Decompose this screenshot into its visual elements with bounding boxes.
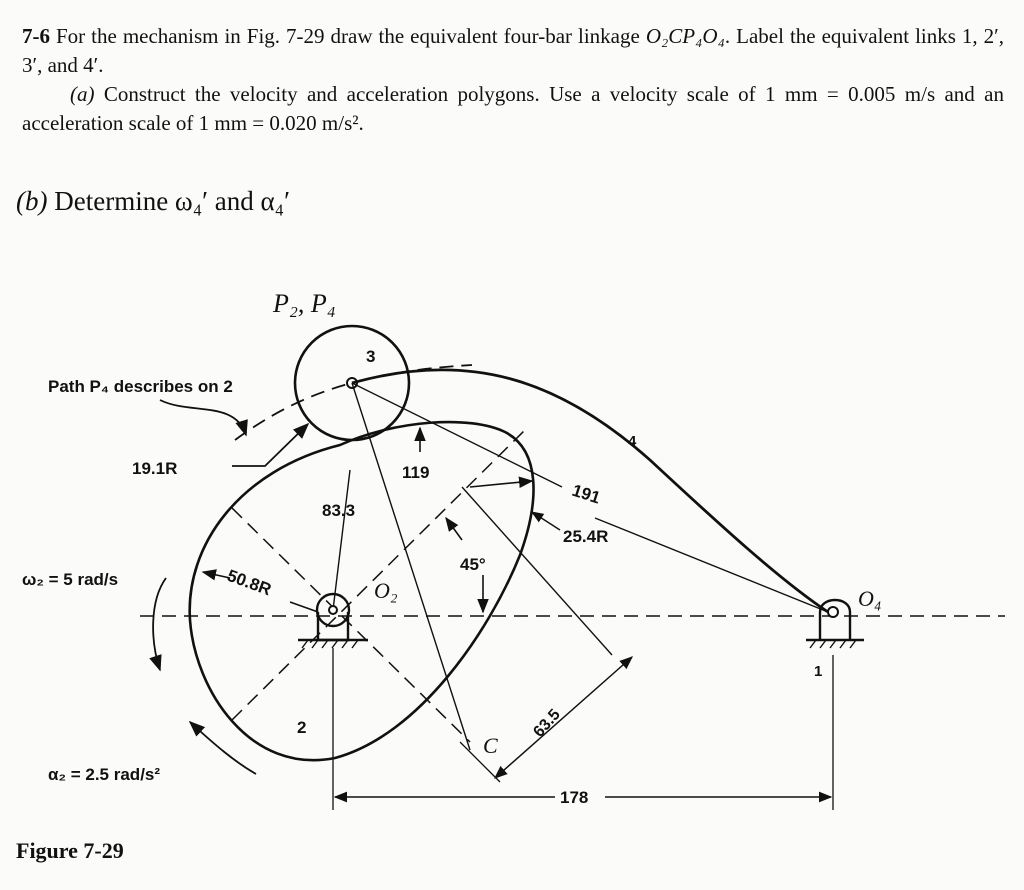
part-a-label: (a) <box>70 82 95 106</box>
radius-25-4-leader <box>532 512 560 530</box>
path-note-arrow <box>160 400 246 435</box>
label-link-2: 2 <box>297 718 307 737</box>
label-omega2: ω₂ = 5 rad/s <box>22 570 119 589</box>
line-o2-to-roller <box>333 470 350 610</box>
label-dim-119: 119 <box>402 463 430 482</box>
figure-caption: Figure 7-29 <box>16 838 124 863</box>
label-p2-p4: P₂, P₄ <box>273 289 336 318</box>
label-link-3: 3 <box>366 347 376 366</box>
label-dim-83-3: 83.3 <box>322 501 356 520</box>
alpha2-arrow <box>190 722 256 774</box>
line-contact-normal <box>352 383 470 750</box>
label-o2: O₂ <box>374 578 398 603</box>
label-point-c: C <box>483 733 498 758</box>
problem-number: 7-6 <box>22 24 50 48</box>
cam-centerline-b <box>232 508 470 742</box>
part-a-text: Construct the velocity and acceleration polygons. Use a velocity scale of 1 mm = 0.005 m/s and an acceleration scale of 1 mm = 0.020 m/s². <box>22 82 1004 135</box>
part-b-text: Determine ω₄′ and α₄′ <box>54 186 290 216</box>
line-191 <box>595 518 828 612</box>
problem-line1-end: . Label the equivalent links 1, 2′, 3′, and 4′. <box>22 24 1005 77</box>
path-p4-curve <box>235 365 472 440</box>
part-b-label: (b) <box>16 186 48 216</box>
radius-25-4-arrow <box>470 481 532 487</box>
problem-line1: For the mechanism in Fig. 7-29 draw the equivalent four-bar linkage <box>56 24 640 48</box>
label-angle-45: 45° <box>460 555 486 574</box>
label-dim-191: 191 <box>569 480 603 508</box>
label-radius-19-1: 19.1R <box>132 459 178 478</box>
label-radius-50-8: 50.8R <box>224 565 274 600</box>
label-dim-63-5: 63.5 <box>530 706 564 741</box>
linkage-name: O₂CP₄O₄ <box>645 24 725 48</box>
label-link-4: 4 <box>628 433 637 450</box>
label-dim-178: 178 <box>560 788 589 807</box>
label-alpha2: α₂ = 2.5 rad/s² <box>48 765 161 784</box>
angle-45-arrow-top <box>446 518 462 540</box>
label-link-1: 1 <box>814 663 823 680</box>
omega2-arrow <box>153 578 166 670</box>
line-roller-to-center <box>352 383 562 487</box>
label-o4: O₄ <box>858 586 882 611</box>
label-path-note: Path P₄ describes on 2 <box>48 377 233 396</box>
label-radius-25-4: 25.4R <box>563 527 609 546</box>
